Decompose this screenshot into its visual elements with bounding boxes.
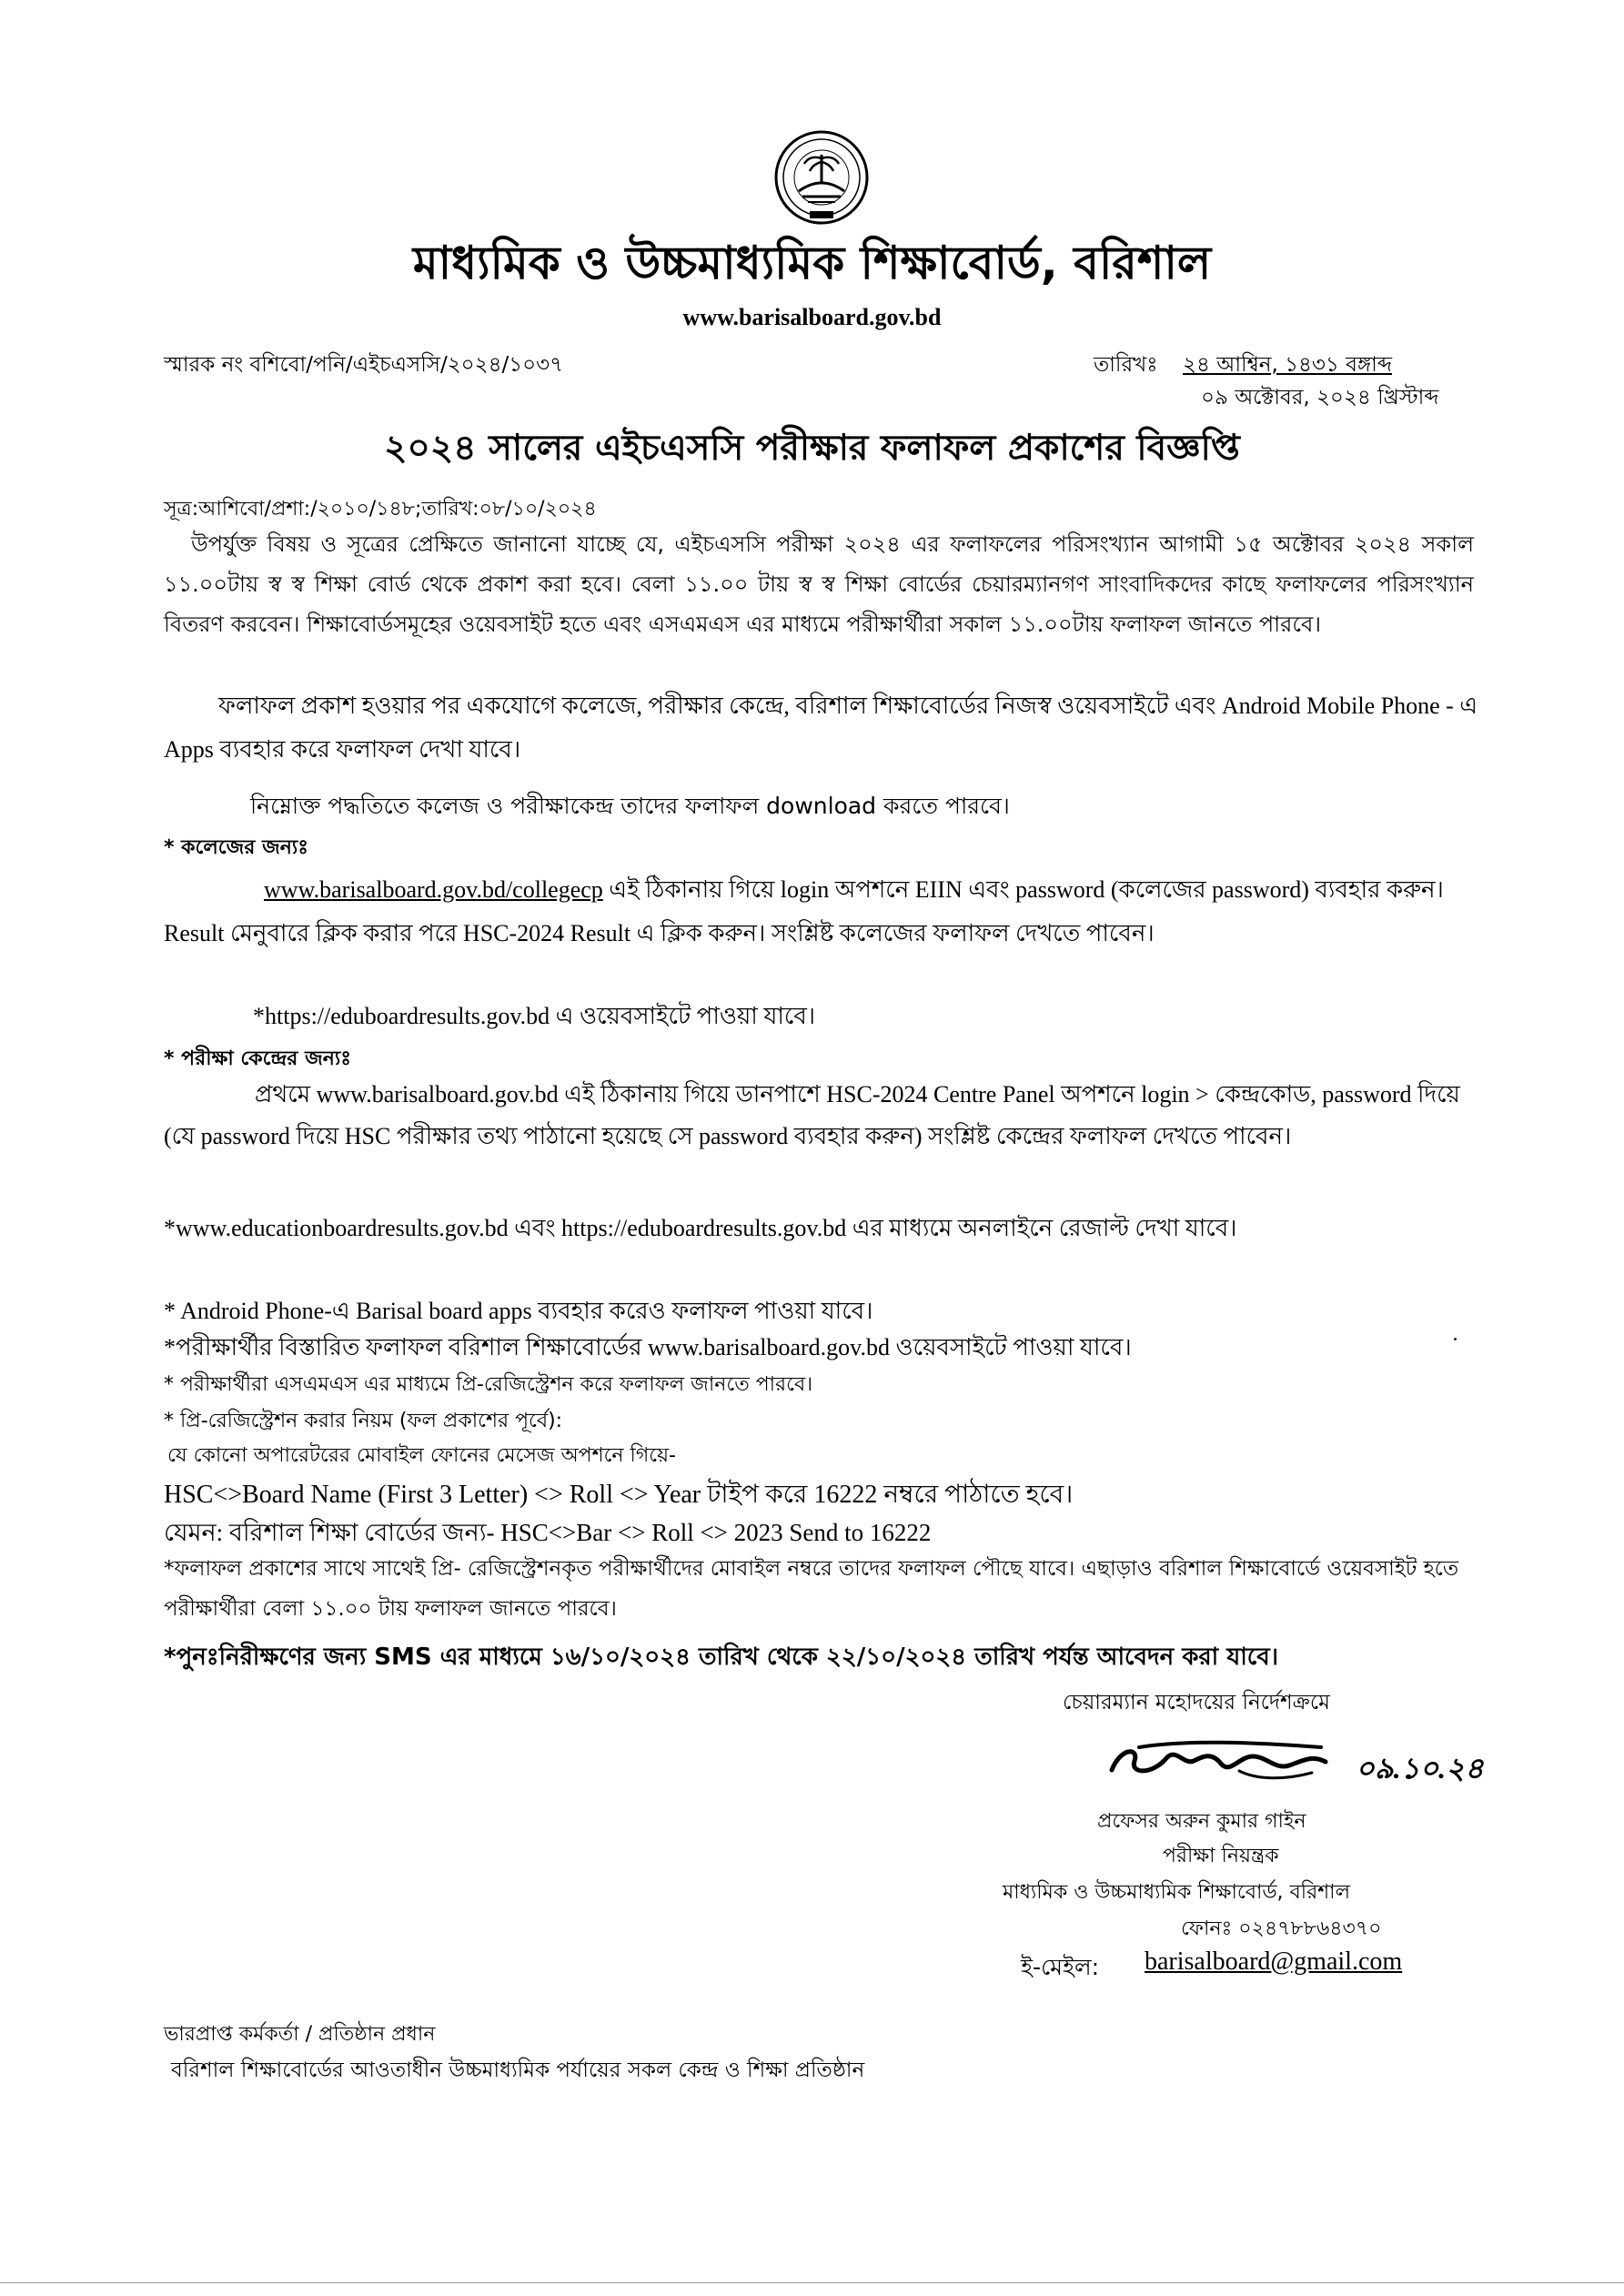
preregistration-format-line: HSC<>Board Name (First 3 Letter) <> Roll <> Year টাইপ করে 16222 নম্বরে পাঠাতে হবে। <box>164 1481 1074 1509</box>
android-apps-line: * Android Phone-এ Barisal board apps ব্যবহার করেও ফলাফল পাওয়া যাবে। <box>164 1298 873 1324</box>
scan-edge-line <box>0 2282 1624 2283</box>
online-result-line: *www.educationboardresults.gov.bd এবং https://eduboardresults.gov.bd এর মাধ্যমে অনলাইনে রেজাল্ট দেখা যাবে। <box>164 1215 1237 1241</box>
email-label: ই-মেইল: <box>1021 1954 1100 1980</box>
paragraph-result-availability: ফলাফল প্রকাশ হওয়ার পর একযোগে কলেজে, পরীক্ষার কেন্দ্রে, বরিশাল শিক্ষাবোর্ডের নিজস্ব ওয়েবসাইটে এবং Android Mobile Phone - এ Apps ব্যবহার করে ফলাফল দেখা যাবে। <box>164 693 1478 763</box>
college-portal-link[interactable]: www.barisalboard.gov.bd/collegecp <box>264 876 603 903</box>
signatory-office: মাধ্যমিক ও উচ্চমাধ্যমিক শিক্ষাবোর্ড, বরিশাল <box>1003 1881 1350 1904</box>
memo-number: স্মারক নং বশিবো/পনি/এইচএসসি/২০২৪/১০৩৭ <box>164 353 564 377</box>
recipient-label: ভারপ্রাপ্ত কর্মকর্তা / প্রতিষ্ঠান প্রধান <box>164 2023 436 2046</box>
scan-speck <box>1454 1338 1457 1340</box>
college-instructions <box>164 868 1474 956</box>
reference-line: সূত্র:আশিবো/প্রশা:/২০১০/১৪৮;তারিখ:০৮/১০/২০২৪ <box>164 498 597 521</box>
sms-preregistration-line: * পরীক্ষার্থীরা এসএমএস এর মাধ্যমে প্রি-রেজিস্ট্রেশন করে ফলাফল জানতে পারবে। <box>164 1373 813 1396</box>
recipient-value: বরিশাল শিক্ষাবোর্ডের আওতাধীন উচ্চমাধ্যমিক পর্যায়ের সকল কেন্দ্র ও শিক্ষা প্রতিষ্ঠান <box>171 2058 865 2082</box>
date-bangla: ২৪ আশ্বিন, ১৪৩১ বঙ্গাব্দ <box>1183 353 1392 377</box>
centre-heading: * পরীক্ষা কেন্দ্রের জন্যঃ <box>164 1047 351 1070</box>
email-link[interactable]: barisalboard@gmail.com <box>1145 1947 1403 1976</box>
notice-title: ২০২৪ সালের এইচএসসি পরীক্ষার ফলাফল প্রকাশের বিজ্ঞপ্তি <box>384 428 1240 469</box>
preregistration-step-line: যে কোনো অপারেটরের মোবাইল ফোনের মেসেজ অপশনে গিয়ে- <box>167 1444 676 1467</box>
signature-date: ০৯.১০.২৪ <box>1356 1752 1484 1785</box>
signatory-name: প্রফেসর অরুন কুমার গাইন <box>1097 1810 1306 1833</box>
date-label: তারিখঃ <box>1094 353 1158 377</box>
board-logo-icon <box>772 127 872 228</box>
paragraph-download-method: নিম্নোক্ত পদ্ধতিতে কলেজ ও পরীক্ষাকেন্দ্র তাদের ফলাফল download করতে পারবে। <box>250 793 1010 819</box>
directive-line: চেয়ারম্যান মহোদয়ের নির্দেশক্রমে <box>1063 1691 1330 1714</box>
preregistration-example-line: যেমন: বরিশাল শিক্ষা বোর্ডের জন্য- HSC<>Bar <> Roll <> 2023 Send to 16222 <box>164 1519 932 1546</box>
detailed-result-line: *পরীক্ষার্থীর বিস্তারিত ফলাফল বরিশাল শিক্ষাবোর্ডের www.barisalboard.gov.bd ওয়েবসাইটে পাওয়া যাবে। <box>164 1334 1132 1360</box>
auto-result-paragraph: *ফলাফল প্রকাশের সাথে সাথেই প্রি- রেজিস্ট্রেশনকৃত পরীক্ষার্থীদের মোবাইল নম্বরে তাদের ফলাফল পৌছে যাবে। এছাড়াও বরিশাল শিক্ষাবোর্ডে ওয়েবসাইট হতে পরীক্ষার্থীরা বেলা ১১.০০ টায় ফলাফল জানতে পারবে। <box>164 1557 1459 1621</box>
paragraph-result-statistics: উপর্যুক্ত বিষয় ও সূত্রের প্রেক্ষিতে জানানো যাচ্ছে যে, এইচএসসি পরীক্ষা ২০২৪ এর ফলাফলের পরিসংখ্যান আগামী ১৫ অক্টোবর ২০২৪ সকাল ১১.০০টায় স্ব স্ব শিক্ষা বোর্ড থেকে প্রকাশ করা হবে। বেলা ১১.০০ টায় স্ব স্ব শিক্ষা বোর্ডের চেয়ারম্যানগণ সাংবাদিকদের কাছে ফলাফলের পরিসংখ্যান বিতরণ করবেন। শিক্ষাবোর্ডসমূহের ওয়েবসাইট হতে এবং এসএমএস এর মাধ্যমে পরীক্ষার্থীরা সকাল ১১.০০টায় ফলাফল জানতে পারবে। <box>164 531 1474 637</box>
board-website[interactable]: www.barisalboard.gov.bd <box>682 304 942 330</box>
date-gregorian: ০৯ অক্টোবর, ২০২৪ খ্রিস্টাব্দ <box>1201 386 1439 410</box>
eduboard-line: *https://eduboardresults.gov.bd এ ওয়েবসাইটে পাওয়া যাবে। <box>253 1003 816 1029</box>
preregistration-rule-line: * প্রি-রেজিস্ট্রেশন করার নিয়ম (ফল প্রকাশের পূর্বে): <box>164 1410 563 1432</box>
college-heading: * কলেজের জন্যঃ <box>164 836 308 859</box>
signatory-title: পরীক্ষা নিয়ন্ত্রক <box>1163 1845 1279 1867</box>
board-name: মাধ্যমিক ও উচ্চমাধ্যমিক শিক্ষাবোর্ড, বরিশাল <box>412 237 1212 289</box>
rescrutiny-line: *পুনঃনিরীক্ষণের জন্য SMS এর মাধ্যমে ১৬/১০/২০২৪ তারিখ থেকে ২২/১০/২০২৪ তারিখ পর্যন্ত আবেদন করা যাবে। <box>164 1644 1279 1671</box>
centre-instructions: প্রথমে www.barisalboard.gov.bd এই ঠিকানায় গিয়ে ডানপাশে HSC-2024 Centre Panel অপশনে login > কেন্দ্রকোড, password দিয়ে (যে password দিয়ে HSC পরীক্ষার তথ্য পাঠানো হয়েছে সে password ব্যবহার করুন) সংশ্লিষ্ট কেন্দ্রের ফলাফল দেখতে পাবেন। <box>164 1081 1460 1149</box>
college-instructions-text: এই ঠিকানায় গিয়ে login অপশনে EIIN এবং password (কলেজের password) ব্যবহার করুন। Result মেনুবারে ক্লিক করার পরে HSC-2024 Result এ ক্লিক করুন। সংশ্লিষ্ট কলেজের ফলাফল দেখতে পাবেন। <box>164 876 1444 946</box>
signatory-phone: ফোনঃ ০২৪৭৮৮৬৪৩৭০ <box>1181 1917 1382 1940</box>
